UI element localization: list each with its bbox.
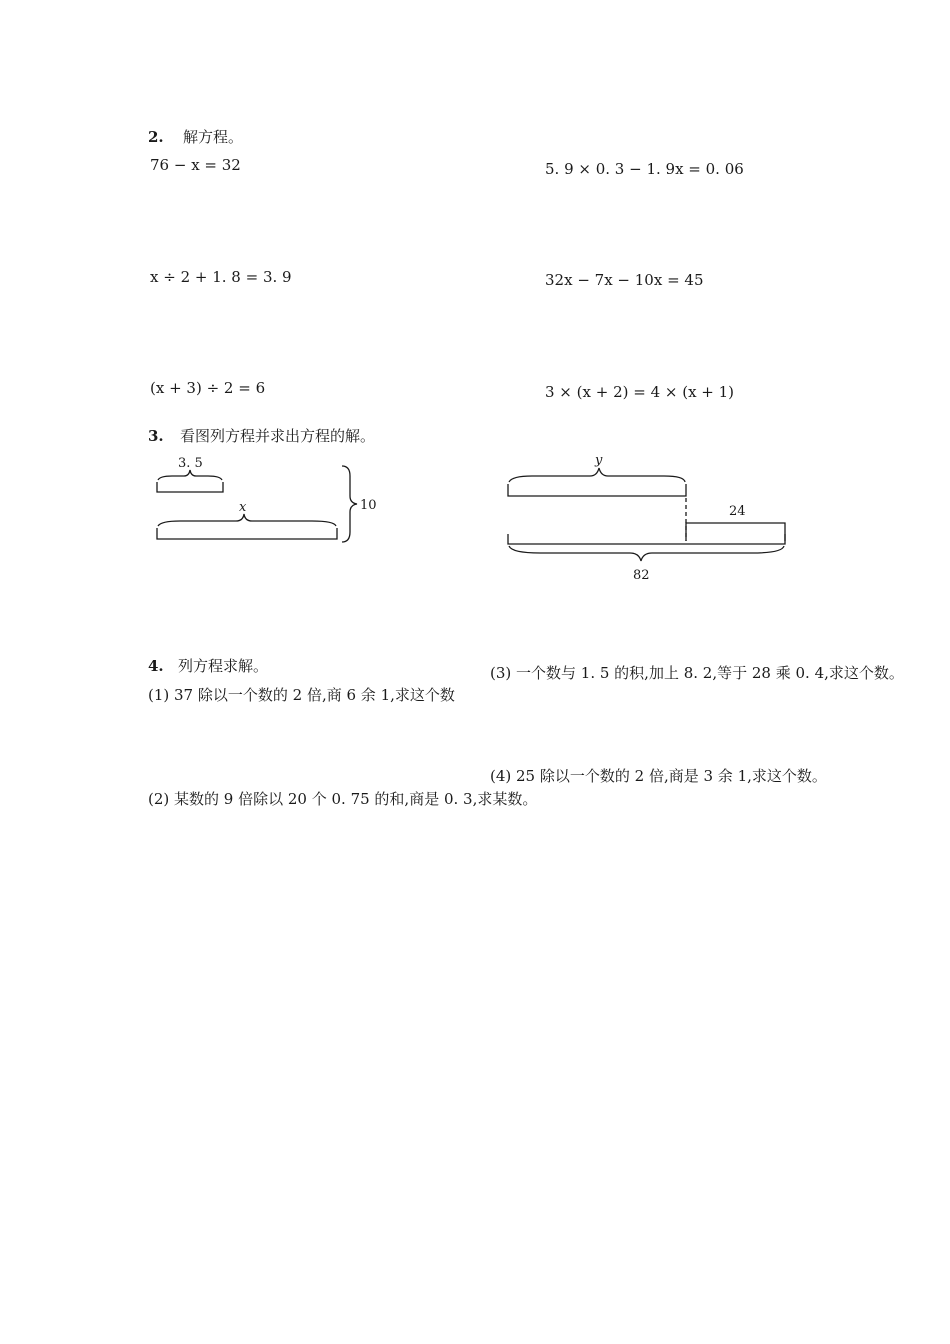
diagram-2-label-82: 82 bbox=[633, 568, 650, 583]
y-segment-brace bbox=[509, 468, 685, 482]
diagram-2-label-y: y bbox=[595, 453, 603, 468]
equation-2: 5. 9 × 0. 3 − 1. 9x = 0. 06 bbox=[545, 160, 744, 178]
section-4-title: 列方程求解。 bbox=[178, 657, 269, 675]
24-segment-bracket bbox=[686, 523, 785, 541]
section-4-number: 4. bbox=[148, 657, 164, 675]
equation-6: 3 × (x + 2) = 4 × (x + 1) bbox=[545, 383, 735, 401]
section-3-number: 3. bbox=[148, 427, 164, 445]
equation-4: 32x − 7x − 10x = 45 bbox=[545, 271, 704, 289]
y-segment-bracket bbox=[508, 484, 686, 496]
section-2-number: 2. bbox=[148, 128, 164, 146]
diagram-1-label-10: 10 bbox=[360, 498, 377, 513]
section-3-title: 看图列方程并求出方程的解。 bbox=[180, 427, 376, 445]
diagram-2-label-24: 24 bbox=[729, 504, 746, 519]
section-2-title: 解方程。 bbox=[183, 128, 244, 146]
equation-5: (x + 3) ÷ 2 = 6 bbox=[150, 379, 266, 397]
bottom-brace bbox=[509, 546, 784, 561]
equation-1: 76 − x = 32 bbox=[150, 156, 241, 174]
diagram-1-label-x: x bbox=[239, 500, 247, 515]
problem-3: (3) 一个数与 1. 5 的积,加上 8. 2,等于 28 乘 0. 4,求这个数。 bbox=[490, 664, 904, 682]
equation-3: x ÷ 2 + 1. 8 = 3. 9 bbox=[150, 268, 292, 286]
diagram-1-label-3-5: 3. 5 bbox=[178, 456, 203, 471]
problem-2: (2) 某数的 9 倍除以 20 个 0. 75 的和,商是 0. 3,求某数。 bbox=[148, 790, 538, 808]
problem-1: (1) 37 除以一个数的 2 倍,商 6 余 1,求这个数 bbox=[148, 686, 455, 704]
total-segment-bracket bbox=[508, 534, 785, 544]
problem-4: (4) 25 除以一个数的 2 倍,商是 3 余 1,求这个数。 bbox=[490, 767, 827, 785]
